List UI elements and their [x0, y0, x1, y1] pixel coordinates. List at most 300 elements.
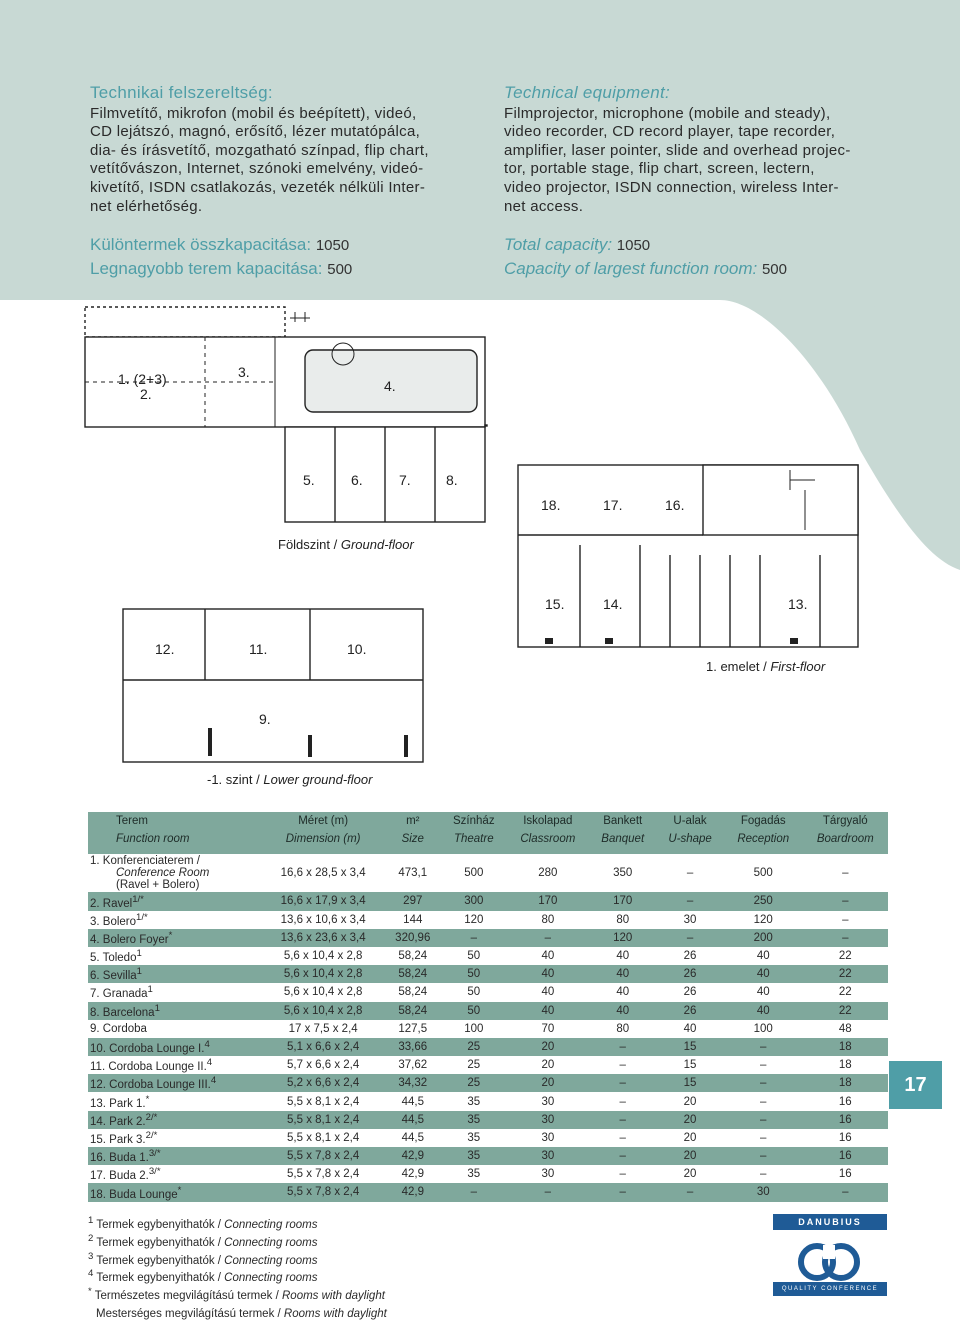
room-name: 13. Park 1. — [90, 1097, 146, 1110]
table-cell: – — [803, 892, 888, 910]
table-cell: 25 — [441, 1038, 506, 1056]
table-cell: 5,7 x 6,6 x 2,4 — [262, 1056, 384, 1074]
room-name-cell — [88, 1147, 262, 1165]
table-cell: 30 — [506, 1129, 589, 1147]
table-cell: 320,96 — [384, 929, 441, 947]
footnote — [88, 1232, 387, 1250]
hu-total-label: Különtermek összkapacitása: — [90, 235, 312, 254]
table-cell: – — [506, 1183, 589, 1201]
table-cell: 26 — [656, 1002, 724, 1020]
table-row — [88, 1056, 888, 1074]
table-cell: – — [724, 1111, 803, 1129]
table-cell: 40 — [724, 983, 803, 1001]
room-label: 4. — [384, 378, 396, 394]
table-cell: 5,6 x 10,4 x 2,8 — [262, 983, 384, 1001]
table-cell: 170 — [506, 892, 589, 910]
table-cell: 22 — [803, 965, 888, 983]
table-cell: – — [803, 911, 888, 929]
table-cell: 25 — [441, 1056, 506, 1074]
room-footnote-mark: 1/* — [132, 893, 144, 905]
col-header: Function room — [88, 833, 262, 854]
table-cell: 5,6 x 10,4 x 2,8 — [262, 965, 384, 983]
table-cell: 22 — [803, 1002, 888, 1020]
hu-equipment-line: net elérhetőség. — [90, 197, 203, 215]
room-name: 10. Cordoba Lounge I. — [90, 1042, 205, 1055]
footnote-hu: Termek egybenyithatók / — [96, 1272, 225, 1285]
table-cell: 80 — [589, 1020, 656, 1038]
hu-equipment-line: kivetítő, ISDN csatlakozás, vezeték nélküli Inter- — [90, 178, 426, 196]
table-cell: 40 — [506, 983, 589, 1001]
room-footnote-mark: 4 — [204, 1039, 210, 1051]
footnote-mark: * — [88, 1286, 92, 1298]
room-footnote-mark: 1 — [136, 966, 142, 978]
table-cell: 120 — [589, 929, 656, 947]
table-cell: 20 — [506, 1038, 589, 1056]
table-cell: – — [724, 1074, 803, 1092]
room-footnote-mark: 1 — [136, 948, 142, 960]
room-footnote-mark: * — [145, 1093, 150, 1105]
table-cell: 5,5 x 8,1 x 2,4 — [262, 1092, 384, 1110]
table-cell: – — [506, 929, 589, 947]
table-row — [88, 983, 888, 1001]
caption-hu: 1. emelet / — [706, 659, 771, 674]
table-cell: 20 — [656, 1147, 724, 1165]
logo-bottom-text: QUALITY CONFERENCE — [773, 1282, 887, 1296]
table-cell: 34,32 — [384, 1074, 441, 1092]
room-label: 17. — [603, 497, 623, 513]
footnote-en: Rooms with daylight — [283, 1307, 387, 1320]
danubius-logo — [771, 1212, 889, 1298]
table-cell: 300 — [441, 892, 506, 910]
room-name: 12. Cordoba Lounge III. — [90, 1079, 211, 1092]
footnote-hu: Természetes megvilágítású termek / — [94, 1290, 282, 1303]
table-header-hu — [88, 812, 888, 833]
footnote-mark: 2 — [88, 1232, 94, 1244]
ground-floor-caption — [278, 537, 414, 552]
table-cell: 40 — [656, 1020, 724, 1038]
table-cell: 20 — [656, 1165, 724, 1183]
col-header: U-alak — [656, 812, 724, 833]
table-row — [88, 1038, 888, 1056]
col-header: m² — [384, 812, 441, 833]
table-cell: 22 — [803, 983, 888, 1001]
table-cell: 35 — [441, 1165, 506, 1183]
table-cell: 17 x 7,5 x 2,4 — [262, 1020, 384, 1038]
table-cell: 48 — [803, 1020, 888, 1038]
table-cell: 16,6 x 17,9 x 3,4 — [262, 892, 384, 910]
logo-top-text: DANUBIUS — [773, 1214, 887, 1230]
table-cell: – — [724, 1038, 803, 1056]
col-header: Dimension (m) — [262, 833, 384, 854]
col-header: Reception — [724, 833, 803, 854]
table-cell: 58,24 — [384, 983, 441, 1001]
table-cell: 33,66 — [384, 1038, 441, 1056]
room-label: 13. — [788, 596, 808, 612]
table-cell: 80 — [589, 911, 656, 929]
table-cell: 20 — [506, 1056, 589, 1074]
col-header: Banquet — [589, 833, 656, 854]
table-body — [88, 854, 888, 1201]
table-cell: – — [724, 1129, 803, 1147]
room-footnote-mark: 1 — [154, 1002, 160, 1014]
table-cell: 40 — [589, 983, 656, 1001]
table-cell: – — [724, 1056, 803, 1074]
table-cell: 5,1 x 6,6 x 2,4 — [262, 1038, 384, 1056]
table-cell: 40 — [724, 947, 803, 965]
col-header: Boardroom — [803, 833, 888, 854]
table-cell: 50 — [441, 947, 506, 965]
room-name-en: Conference Room — [116, 867, 210, 880]
capacity-table — [88, 812, 888, 1202]
table-cell: 26 — [656, 947, 724, 965]
table-cell: 5,6 x 10,4 x 2,8 — [262, 947, 384, 965]
room-name-cell — [88, 854, 262, 892]
table-cell: – — [589, 1111, 656, 1129]
table-cell: 16,6 x 28,5 x 3,4 — [262, 854, 384, 892]
table-cell: 16 — [803, 1111, 888, 1129]
hu-total-value: 1050 — [315, 237, 350, 254]
room-name: 4. Bolero Foyer — [90, 933, 169, 946]
table-cell: 35 — [441, 1092, 506, 1110]
table-cell: 20 — [656, 1129, 724, 1147]
table-cell: 35 — [441, 1129, 506, 1147]
table-cell: – — [724, 1092, 803, 1110]
footnote-hu: Termek egybenyithatók / — [96, 1236, 225, 1249]
table-cell: 44,5 — [384, 1111, 441, 1129]
table-cell: – — [656, 1183, 724, 1201]
room-name-cell — [88, 1183, 262, 1201]
table-cell: – — [589, 1038, 656, 1056]
hu-largest-value: 500 — [327, 261, 353, 278]
room-label: 1. (2+3) — [118, 371, 167, 387]
table-cell: 30 — [506, 1165, 589, 1183]
table-cell: 50 — [441, 965, 506, 983]
table-row — [88, 892, 888, 910]
col-header: Fogadás — [724, 812, 803, 833]
table-cell: 30 — [656, 911, 724, 929]
table-cell: 18 — [803, 1056, 888, 1074]
table-cell: 297 — [384, 892, 441, 910]
table-cell: 100 — [724, 1020, 803, 1038]
table-cell: – — [656, 929, 724, 947]
room-label: 2. — [140, 386, 152, 402]
table-cell: 50 — [441, 1002, 506, 1020]
table-row — [88, 1092, 888, 1110]
en-total-label: Total capacity: — [504, 235, 613, 254]
table-cell: – — [589, 1056, 656, 1074]
room-footnote-mark: 2/* — [145, 1129, 158, 1141]
footnote — [88, 1267, 387, 1285]
footnotes — [88, 1214, 387, 1321]
caption-en: Ground-floor — [340, 537, 414, 552]
en-largest-label: Capacity of largest function room: — [504, 259, 758, 278]
room-footnote-mark: 3/* — [148, 1148, 161, 1160]
footnote-mark: 4 — [88, 1268, 94, 1280]
en-equipment-line: amplifier, laser pointer, slide and overhead projec- — [504, 141, 851, 159]
table-cell: 5,5 x 7,8 x 2,4 — [262, 1165, 384, 1183]
table-cell: 70 — [506, 1020, 589, 1038]
room-label: 8. — [446, 472, 458, 488]
footnote-mark: 1 — [88, 1215, 94, 1226]
room-name-cell — [88, 1111, 262, 1129]
room-name: 14. Park 2. — [90, 1115, 146, 1128]
table-cell: 5,5 x 8,1 x 2,4 — [262, 1129, 384, 1147]
col-header: Iskolapad — [506, 812, 589, 833]
table-cell: – — [441, 929, 506, 947]
room-name-cell — [88, 911, 262, 929]
table-row — [88, 1020, 888, 1038]
footnote-en: Connecting rooms — [224, 1272, 318, 1285]
table-cell: – — [589, 1183, 656, 1201]
room-name-cell — [88, 947, 262, 965]
table-row — [88, 965, 888, 983]
room-name: 17. Buda 2. — [90, 1170, 149, 1183]
footnote-hu: Termek egybenyithatók / — [96, 1218, 225, 1231]
en-total-value: 1050 — [616, 237, 651, 254]
room-label: 12. — [155, 641, 175, 657]
room-name-cell — [88, 983, 262, 1001]
lower-floor-caption — [207, 772, 372, 787]
table-cell: 58,24 — [384, 947, 441, 965]
table-row — [88, 1002, 888, 1020]
table-cell: – — [724, 1147, 803, 1165]
table-row — [88, 947, 888, 965]
table-row — [88, 854, 888, 892]
room-name: 2. Ravel — [90, 897, 133, 910]
room-label: 3. — [238, 364, 250, 380]
table-cell: 20 — [656, 1111, 724, 1129]
table-cell: 16 — [803, 1129, 888, 1147]
table-cell: 20 — [506, 1074, 589, 1092]
room-label: 6. — [351, 472, 363, 488]
room-label: 9. — [259, 711, 271, 727]
table-cell: 5,5 x 7,8 x 2,4 — [262, 1183, 384, 1201]
table-cell: 5,5 x 7,8 x 2,4 — [262, 1147, 384, 1165]
room-name: 8. Barcelona — [90, 1006, 155, 1019]
table-header-en — [88, 833, 888, 854]
room-name-cell — [88, 1165, 262, 1183]
table-cell: 15 — [656, 1056, 724, 1074]
table-row — [88, 911, 888, 929]
table-cell: 44,5 — [384, 1129, 441, 1147]
table-cell: – — [589, 1092, 656, 1110]
table-cell: 30 — [724, 1183, 803, 1201]
col-header: Színház — [441, 812, 506, 833]
room-label: 10. — [347, 641, 367, 657]
room-footnote-mark: 3/* — [148, 1166, 161, 1178]
table-cell: 30 — [506, 1147, 589, 1165]
col-header: Theatre — [441, 833, 506, 854]
table-cell: 58,24 — [384, 965, 441, 983]
en-equipment-line: tor, portable stage, flip chart, screen, lectern, — [504, 160, 815, 178]
table-cell: 100 — [441, 1020, 506, 1038]
table-cell: 120 — [441, 911, 506, 929]
footnote — [88, 1303, 387, 1321]
table-cell: 5,5 x 8,1 x 2,4 — [262, 1111, 384, 1129]
first-floor-caption — [706, 659, 825, 674]
table-cell: 37,62 — [384, 1056, 441, 1074]
table-cell: 18 — [803, 1038, 888, 1056]
table-cell: 26 — [656, 983, 724, 1001]
hu-equipment-line: dia- és írásvetítő, mozgatható színpad, flip chart, — [90, 141, 429, 159]
room-footnote-mark: * — [168, 929, 173, 941]
room-name-cell — [88, 1092, 262, 1110]
room-name-cell — [88, 965, 262, 983]
room-label: 16. — [665, 497, 685, 513]
table-cell: 170 — [589, 892, 656, 910]
table-cell: 5,2 x 6,6 x 2,4 — [262, 1074, 384, 1092]
room-name-cell — [88, 1038, 262, 1056]
table-cell: 58,24 — [384, 1002, 441, 1020]
room-name-cell — [88, 929, 262, 947]
table-row — [88, 1111, 888, 1129]
room-label: 11. — [249, 641, 268, 657]
table-cell: 40 — [724, 1002, 803, 1020]
col-header: Size — [384, 833, 441, 854]
table-cell: 30 — [506, 1111, 589, 1129]
en-equipment-line: video recorder, CD record player, tape recorder, — [504, 123, 836, 141]
room-name-cell — [88, 1020, 262, 1038]
table-cell: 500 — [441, 854, 506, 892]
table-cell: – — [656, 854, 724, 892]
table-cell: 30 — [506, 1092, 589, 1110]
footnote-hu: Mesterséges megvilágítású termek / — [96, 1307, 284, 1320]
footnote-en: Connecting rooms — [224, 1254, 318, 1267]
room-name: 15. Park 3. — [90, 1133, 146, 1146]
table-cell: 42,9 — [384, 1147, 441, 1165]
table-cell: – — [589, 1165, 656, 1183]
col-header: Bankett — [589, 812, 656, 833]
room-label: 15. — [545, 596, 565, 612]
room-footnote-mark: 4 — [206, 1057, 213, 1069]
room-name: 16. Buda 1. — [90, 1152, 149, 1164]
room-name-cell — [88, 1056, 262, 1074]
table-cell: 35 — [441, 1111, 506, 1129]
table-cell: 40 — [506, 1002, 589, 1020]
en-equipment-line: Filmprojector, microphone (mobile and steady), — [504, 104, 831, 122]
table-row — [88, 1129, 888, 1147]
table-row — [88, 929, 888, 947]
table-cell: – — [803, 929, 888, 947]
table-cell: 25 — [441, 1074, 506, 1092]
table-cell: 250 — [724, 892, 803, 910]
room-label: 18. — [541, 497, 561, 513]
hu-largest-label: Legnagyobb terem kapacitása: — [90, 259, 323, 278]
table-cell: 40 — [506, 947, 589, 965]
table-cell: 5,6 x 10,4 x 2,8 — [262, 1002, 384, 1020]
table-cell: 200 — [724, 929, 803, 947]
room-label: 14. — [603, 596, 623, 612]
en-equipment-line: net access. — [504, 197, 584, 215]
room-name-cell — [88, 892, 262, 910]
room-name-cell — [88, 1002, 262, 1020]
hu-equipment-line: CD lejátszó, magnó, erősítő, lézer mutatópálca, — [90, 123, 421, 141]
table-cell: 18 — [803, 1074, 888, 1092]
table-cell: 40 — [589, 947, 656, 965]
table-cell: 16 — [803, 1165, 888, 1183]
room-footnote-mark: 2/* — [145, 1111, 158, 1123]
table-cell: – — [656, 892, 724, 910]
table-cell: 42,9 — [384, 1165, 441, 1183]
en-largest-value: 500 — [761, 261, 787, 278]
en-equipment-line: video projector, ISDN connection, wireless Inter- — [504, 178, 839, 196]
footnote-en: Rooms with daylight — [282, 1290, 385, 1303]
table-cell: – — [803, 854, 888, 892]
table-cell: 26 — [656, 965, 724, 983]
table-cell: 40 — [506, 965, 589, 983]
en-equipment-heading: Technical equipment: — [504, 83, 671, 102]
room-footnote-mark: 1 — [147, 984, 153, 996]
room-label: 7. — [399, 472, 411, 488]
table-cell: – — [589, 1074, 656, 1092]
col-header: Tárgyaló — [803, 812, 888, 833]
room-name: 18. Buda Lounge — [90, 1188, 178, 1201]
table-cell: 35 — [441, 1147, 506, 1165]
room-name: 5. Toledo — [90, 951, 137, 964]
room-name: 7. Granada — [90, 988, 148, 1001]
col-header: Classroom — [506, 833, 589, 854]
table-cell: 44,5 — [384, 1092, 441, 1110]
footnote — [88, 1214, 387, 1232]
room-name-cell — [88, 1129, 262, 1147]
table-cell: 120 — [724, 911, 803, 929]
table-cell: 80 — [506, 911, 589, 929]
table-cell: 144 — [384, 911, 441, 929]
caption-en: First-floor — [770, 659, 826, 674]
table-cell: 280 — [506, 854, 589, 892]
table-cell: – — [589, 1147, 656, 1165]
table-cell: 22 — [803, 947, 888, 965]
room-label: 5. — [303, 472, 315, 488]
room-name-cell — [88, 1074, 262, 1092]
table-cell: 15 — [656, 1074, 724, 1092]
table-row — [88, 1074, 888, 1092]
table-row — [88, 1183, 888, 1201]
table-cell: 40 — [589, 1002, 656, 1020]
table-cell: 127,5 — [384, 1020, 441, 1038]
caption-hu: Földszint / — [278, 537, 341, 552]
caption-en: Lower ground-floor — [263, 772, 373, 787]
hu-equipment-heading: Technikai felszereltség: — [90, 83, 273, 102]
table-cell: – — [441, 1183, 506, 1201]
caption-hu: -1. szint / — [207, 772, 264, 787]
table-cell: 350 — [589, 854, 656, 892]
table-cell: 16 — [803, 1147, 888, 1165]
table-cell: – — [803, 1183, 888, 1201]
table-row — [88, 1165, 888, 1183]
table-cell: 40 — [589, 965, 656, 983]
col-header: Méret (m) — [262, 812, 384, 833]
hu-equipment-line: vetítővászon, Internet, szónoki emelvény, videó- — [90, 160, 424, 178]
table-cell: 500 — [724, 854, 803, 892]
table-cell: 15 — [656, 1038, 724, 1056]
room-footnote-mark: 4 — [210, 1075, 217, 1087]
table-cell: 42,9 — [384, 1183, 441, 1201]
table-cell: 13,6 x 23,6 x 3,4 — [262, 929, 384, 947]
footnote-en: Connecting rooms — [224, 1218, 318, 1231]
room-name: 3. Bolero — [90, 915, 137, 928]
footnote — [88, 1285, 387, 1303]
room-name: 6. Sevilla — [90, 970, 137, 983]
footnote-hu: Termek egybenyithatók / — [96, 1254, 225, 1267]
footnote-en: Connecting rooms — [224, 1236, 318, 1249]
room-name: 11. Cordoba Lounge II. — [90, 1061, 207, 1074]
room-footnote-mark: 1/* — [136, 911, 148, 923]
table-row — [88, 1147, 888, 1165]
footnote — [88, 1250, 387, 1268]
table-cell: 20 — [656, 1092, 724, 1110]
table-cell: – — [724, 1165, 803, 1183]
